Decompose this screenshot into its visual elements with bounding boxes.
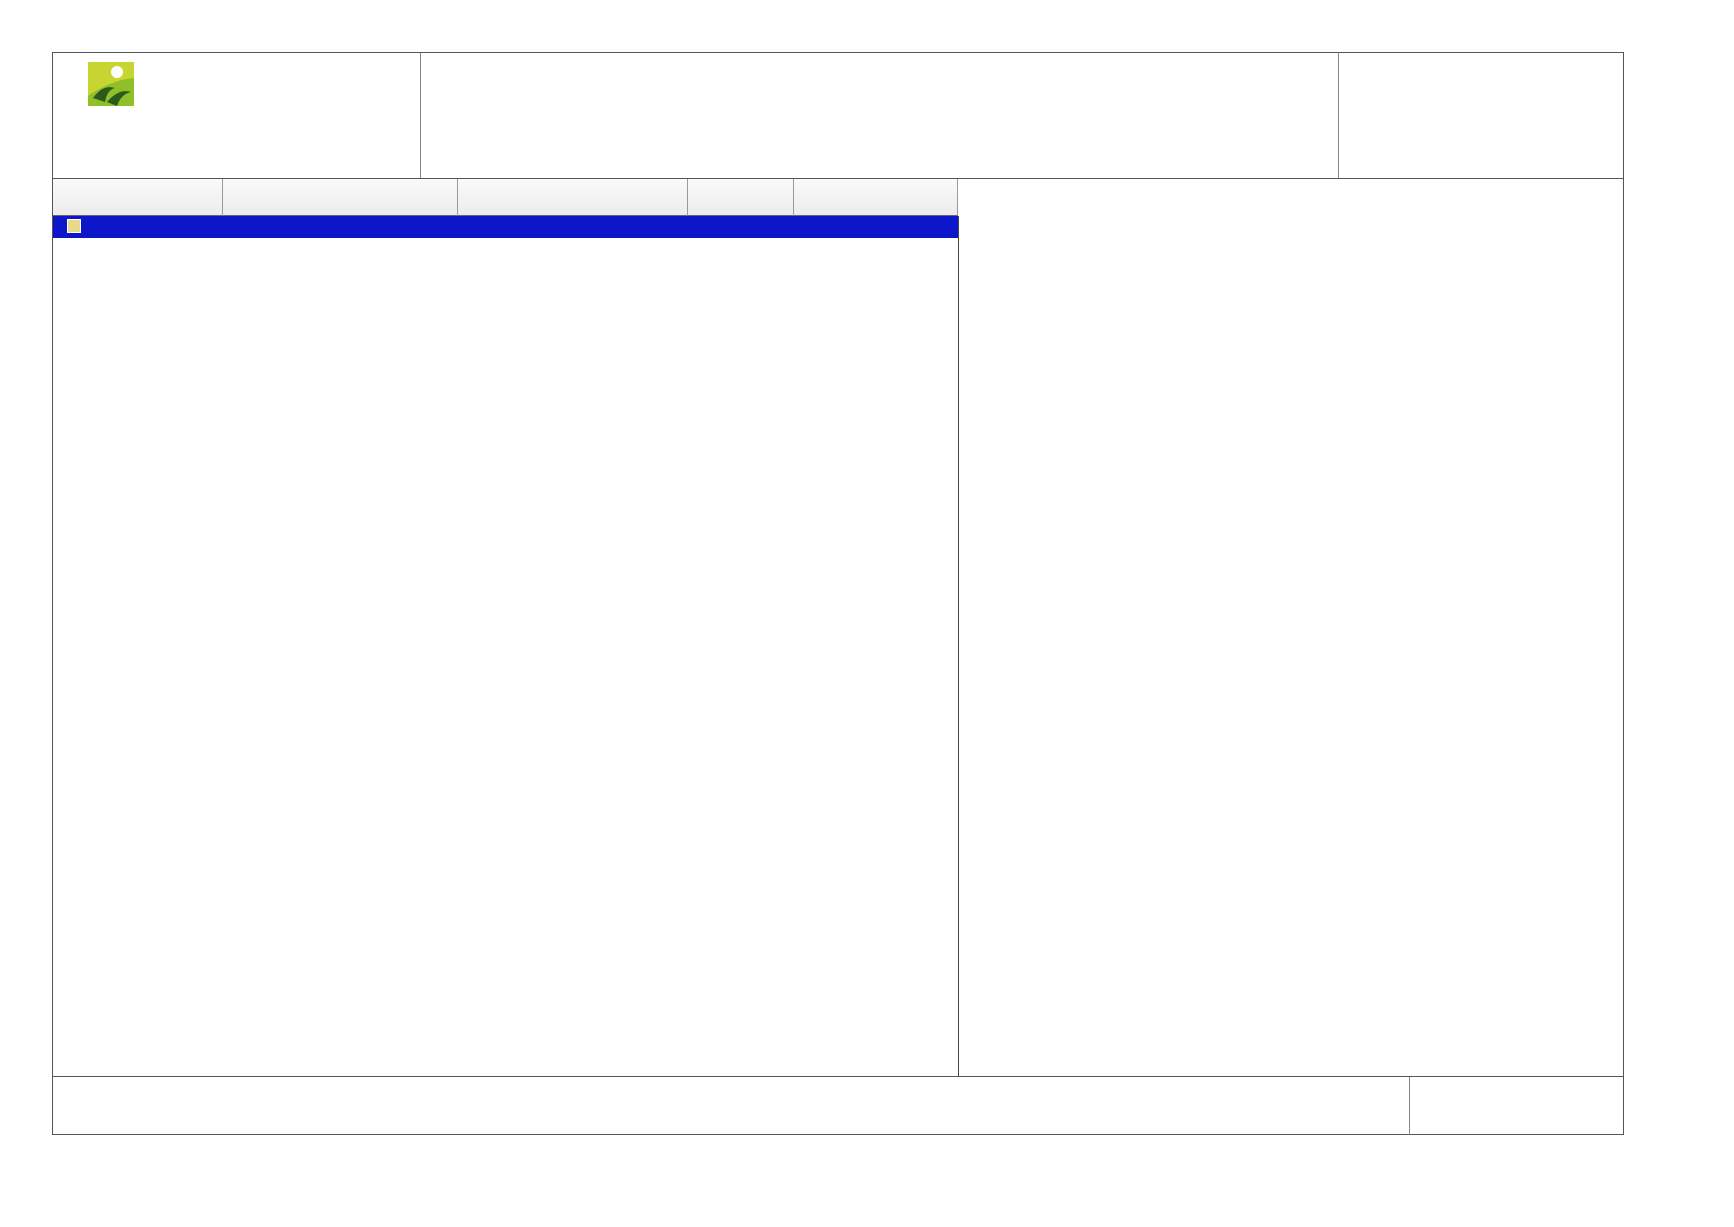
report-footer — [53, 1076, 1623, 1135]
program-folder-icon — [67, 219, 81, 233]
program-marker — [53, 216, 67, 238]
city-logo-icon — [67, 58, 157, 148]
col-finish[interactable] — [688, 179, 794, 216]
report-header — [53, 53, 1623, 179]
col-suburb[interactable] — [794, 179, 958, 216]
page-number — [1409, 1077, 1624, 1135]
date-box — [1338, 53, 1624, 178]
col-project-id[interactable] — [53, 179, 223, 216]
title-box — [420, 53, 1338, 178]
col-project-name[interactable] — [223, 179, 458, 216]
program-background — [67, 216, 958, 238]
report-frame — [52, 52, 1624, 1135]
logo-box — [53, 53, 421, 178]
timeline-header — [958, 179, 1625, 216]
col-status[interactable] — [458, 179, 688, 216]
gantt-chart — [958, 216, 1625, 1076]
